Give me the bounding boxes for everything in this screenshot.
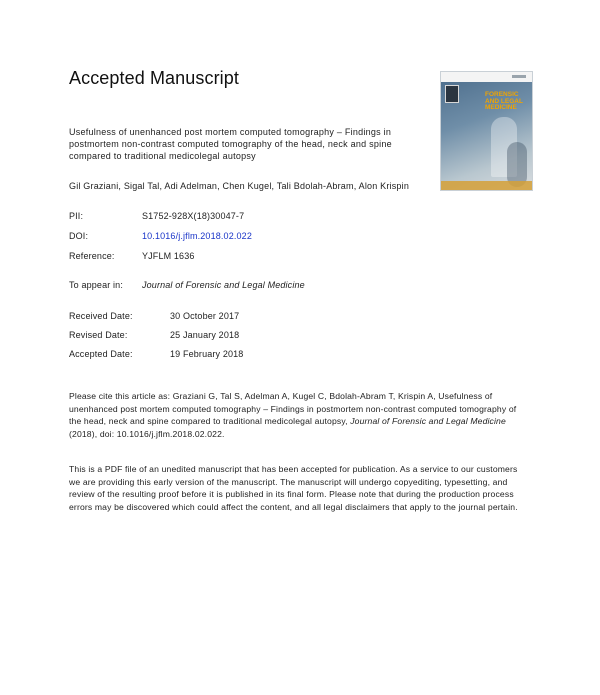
appear-label: To appear in: — [69, 280, 123, 290]
received-value: 30 October 2017 — [170, 311, 240, 321]
pii-value: S1752-928X(18)30047-7 — [142, 211, 245, 221]
accepted-label: Accepted Date: — [69, 349, 133, 359]
journal-cover-image — [441, 72, 532, 190]
page-title: Accepted Manuscript — [69, 68, 239, 88]
reference-value: YJFLM 1636 — [142, 251, 195, 261]
citation-journal: Journal of Forensic and Legal Medicine — [350, 416, 506, 426]
received-label: Received Date: — [69, 311, 133, 321]
cover-bottom-strip — [441, 181, 532, 190]
reference-label: Reference: — [69, 251, 115, 261]
article-title: Usefulness of unenhanced post mortem computed tomography – Findings in postmortem non-contrast computed tomography of the head, neck and spine compared to traditional medicolegal autopsy — [69, 127, 392, 161]
cover-top-bar — [441, 72, 532, 82]
citation-prefix: Please cite this article as: Graziani G, Tal S, Adelman A, Kugel C, Bdolah-Abram T, Krispin A, Usefulness of unenhanced post mortem computed tomography – Findings in postmortem non-contrast computed tomography of the head, neck and spine compared to traditional medicolegal autopsy, — [69, 391, 517, 426]
revised-value: 25 January 2018 — [170, 330, 240, 340]
disclaimer-paragraph: This is a PDF file of an unedited manuscript that has been accepted for publication. As a service to our customers we are providing this early version of the manuscript. The manuscript will undergo copyediting, typesetting, and review of the resulting proof before it is published in its final form. Please note that during the production process errors may be discovered which could affect the content, and all legal disclaimers that apply to the journal pertain. — [69, 464, 518, 512]
accepted-value: 19 February 2018 — [170, 349, 244, 359]
appear-journal: Journal of Forensic and Legal Medicine — [142, 280, 305, 290]
citation-suffix: (2018), doi: 10.1016/j.jflm.2018.02.022. — [69, 428, 225, 439]
author-list: Gil Graziani, Sigal Tal, Adi Adelman, Chen Kugel, Tali Bdolah-Abram, Alon Krispin — [69, 181, 410, 191]
revised-label: Revised Date: — [69, 330, 128, 340]
citation-paragraph — [69, 390, 529, 440]
publisher-logo-icon — [445, 85, 459, 103]
doi-link[interactable]: 10.1016/j.jflm.2018.02.022 — [142, 231, 252, 241]
cover-journal-title: FORENSIC AND LEGAL MEDICINE — [485, 91, 523, 111]
doi-label: DOI: — [69, 231, 89, 241]
pii-label: PII: — [69, 211, 84, 221]
